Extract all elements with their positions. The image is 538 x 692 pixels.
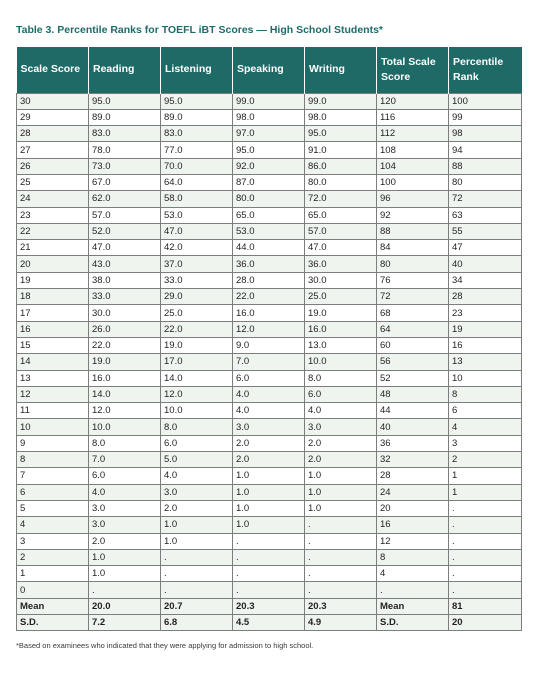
- table-cell: 1.0: [305, 484, 377, 500]
- table-cell: .: [449, 533, 522, 549]
- table-cell: 1.0: [233, 517, 305, 533]
- table-cell: 3.0: [305, 419, 377, 435]
- table-cell: 29.0: [161, 289, 233, 305]
- table-cell: 70.0: [161, 158, 233, 174]
- table-cell: 16: [377, 517, 449, 533]
- summary-cell: 20.3: [233, 598, 305, 614]
- table-cell: 76: [377, 272, 449, 288]
- table-cell: 80: [449, 174, 522, 190]
- table-cell: 16.0: [305, 321, 377, 337]
- table-body: [17, 93, 522, 631]
- table-cell: 7.0: [89, 452, 161, 468]
- column-header: Total Scale Score: [377, 47, 449, 93]
- table-cell: 26.0: [89, 321, 161, 337]
- percentile-rank-table: [16, 47, 522, 631]
- summary-row: [17, 598, 522, 614]
- table-cell: 1.0: [89, 566, 161, 582]
- table-cell: 2: [17, 549, 89, 565]
- table-cell: 78.0: [89, 142, 161, 158]
- table-cell: 108: [377, 142, 449, 158]
- table-cell: 98.0: [233, 109, 305, 125]
- table-cell: 25.0: [305, 289, 377, 305]
- summary-cell: S.D.: [17, 615, 89, 631]
- table-cell: 80: [377, 256, 449, 272]
- summary-cell: 6.8: [161, 615, 233, 631]
- table-cell: 3: [17, 533, 89, 549]
- table-cell: 33.0: [161, 272, 233, 288]
- table-cell: 36: [377, 435, 449, 451]
- table-cell: .: [233, 566, 305, 582]
- table-cell: 36.0: [305, 256, 377, 272]
- table-cell: .: [161, 582, 233, 598]
- table-cell: 83.0: [89, 126, 161, 142]
- table-cell: 40: [449, 256, 522, 272]
- table-cell: .: [89, 582, 161, 598]
- table-cell: 98.0: [305, 109, 377, 125]
- table-cell: 1.0: [305, 500, 377, 516]
- table-cell: 13: [449, 354, 522, 370]
- table-cell: 44: [377, 403, 449, 419]
- table-cell: 6.0: [161, 435, 233, 451]
- table-cell: 12: [17, 386, 89, 402]
- table-cell: .: [233, 582, 305, 598]
- table-cell: 89.0: [89, 109, 161, 125]
- table-cell: 47.0: [305, 240, 377, 256]
- table-cell: 87.0: [233, 174, 305, 190]
- table-cell: 1.0: [161, 533, 233, 549]
- table-footnote: *Based on examinees who indicated that they were applying for admission to high school.: [16, 641, 314, 650]
- table-cell: 33.0: [89, 289, 161, 305]
- table-cell: .: [161, 549, 233, 565]
- table-cell: 30.0: [89, 305, 161, 321]
- table-cell: 16: [17, 321, 89, 337]
- table-cell: .: [449, 582, 522, 598]
- table-row: [17, 174, 522, 190]
- table-cell: 7.0: [233, 354, 305, 370]
- table-cell: 2.0: [161, 500, 233, 516]
- table-header-row: [17, 47, 522, 93]
- table-cell: 23: [17, 207, 89, 223]
- table-cell: 56: [377, 354, 449, 370]
- table-row: [17, 142, 522, 158]
- table-cell: 32: [377, 452, 449, 468]
- table-cell: 64: [377, 321, 449, 337]
- table-cell: 30.0: [305, 272, 377, 288]
- table-cell: 17.0: [161, 354, 233, 370]
- table-cell: 73.0: [89, 158, 161, 174]
- table-cell: 4: [449, 419, 522, 435]
- table-cell: .: [161, 566, 233, 582]
- table-row: [17, 566, 522, 582]
- summary-cell: 20: [449, 615, 522, 631]
- summary-cell: Mean: [377, 598, 449, 614]
- table-cell: 6.0: [89, 468, 161, 484]
- table-cell: 10: [17, 419, 89, 435]
- table-cell: .: [449, 566, 522, 582]
- table-cell: 1.0: [89, 549, 161, 565]
- table-cell: 88: [449, 158, 522, 174]
- table-cell: 24: [17, 191, 89, 207]
- table-cell: 28: [377, 468, 449, 484]
- table-cell: 9: [17, 435, 89, 451]
- table-cell: 38.0: [89, 272, 161, 288]
- table-cell: 18: [17, 289, 89, 305]
- table-cell: 43.0: [89, 256, 161, 272]
- table-cell: 28: [449, 289, 522, 305]
- summary-cell: S.D.: [377, 615, 449, 631]
- table-cell: 67.0: [89, 174, 161, 190]
- table-cell: 57.0: [89, 207, 161, 223]
- table-cell: 95.0: [161, 93, 233, 109]
- table-row: [17, 337, 522, 353]
- table-cell: 80.0: [233, 191, 305, 207]
- summary-cell: 4.5: [233, 615, 305, 631]
- column-header: Writing: [305, 47, 377, 93]
- table-row: [17, 549, 522, 565]
- table-cell: .: [233, 533, 305, 549]
- table-row: [17, 468, 522, 484]
- table-cell: 16: [449, 337, 522, 353]
- table-cell: .: [233, 549, 305, 565]
- table-cell: 92: [377, 207, 449, 223]
- table-cell: 12.0: [161, 386, 233, 402]
- table-cell: 12.0: [89, 403, 161, 419]
- table-row: [17, 403, 522, 419]
- table-cell: 53.0: [233, 223, 305, 239]
- table-row: [17, 435, 522, 451]
- column-header: Scale Score: [17, 47, 89, 93]
- table-cell: 4: [377, 566, 449, 582]
- table-cell: 8.0: [161, 419, 233, 435]
- table-cell: 1: [449, 484, 522, 500]
- table-row: [17, 582, 522, 598]
- table-cell: 48: [377, 386, 449, 402]
- table-cell: 23: [449, 305, 522, 321]
- table-row: [17, 452, 522, 468]
- table-row: [17, 240, 522, 256]
- table-cell: 4.0: [305, 403, 377, 419]
- table-row: [17, 109, 522, 125]
- table-cell: .: [305, 533, 377, 549]
- table-row: [17, 223, 522, 239]
- table-cell: 14.0: [89, 386, 161, 402]
- table-cell: 120: [377, 93, 449, 109]
- table-cell: 95.0: [305, 126, 377, 142]
- table-cell: 112: [377, 126, 449, 142]
- table-cell: 17: [17, 305, 89, 321]
- table-cell: 99: [449, 109, 522, 125]
- table-row: [17, 158, 522, 174]
- table-cell: .: [449, 517, 522, 533]
- table-cell: 13.0: [305, 337, 377, 353]
- column-header: Percentile Rank: [449, 47, 522, 93]
- table-cell: 22.0: [89, 337, 161, 353]
- summary-cell: 20.3: [305, 598, 377, 614]
- table-cell: 94: [449, 142, 522, 158]
- table-cell: 100: [377, 174, 449, 190]
- table-cell: .: [305, 517, 377, 533]
- table-cell: 7: [17, 468, 89, 484]
- table-cell: 62.0: [89, 191, 161, 207]
- table-cell: .: [305, 566, 377, 582]
- table-cell: 4.0: [233, 386, 305, 402]
- summary-cell: 20.7: [161, 598, 233, 614]
- table-row: [17, 419, 522, 435]
- table-row: [17, 517, 522, 533]
- table-cell: 100: [449, 93, 522, 109]
- table-cell: 25: [17, 174, 89, 190]
- table-cell: 6.0: [233, 370, 305, 386]
- table-cell: 2.0: [233, 435, 305, 451]
- table-row: [17, 272, 522, 288]
- summary-cell: Mean: [17, 598, 89, 614]
- table-cell: 10: [449, 370, 522, 386]
- table-cell: 9.0: [233, 337, 305, 353]
- table-cell: 19.0: [161, 337, 233, 353]
- table-cell: 3.0: [89, 517, 161, 533]
- table-row: [17, 370, 522, 386]
- table-cell: 92.0: [233, 158, 305, 174]
- table-cell: 0: [17, 582, 89, 598]
- table-cell: 37.0: [161, 256, 233, 272]
- table-cell: 104: [377, 158, 449, 174]
- table-cell: 52.0: [89, 223, 161, 239]
- table-cell: .: [377, 582, 449, 598]
- table-row: [17, 305, 522, 321]
- table-cell: 8.0: [89, 435, 161, 451]
- table-cell: 63: [449, 207, 522, 223]
- table-cell: 16.0: [233, 305, 305, 321]
- table-cell: 6: [17, 484, 89, 500]
- table-cell: 28.0: [233, 272, 305, 288]
- table-cell: 2.0: [305, 452, 377, 468]
- table-cell: 8: [17, 452, 89, 468]
- summary-cell: 4.9: [305, 615, 377, 631]
- table-row: [17, 191, 522, 207]
- table-cell: 42.0: [161, 240, 233, 256]
- table-cell: 72: [377, 289, 449, 305]
- table-cell: 83.0: [161, 126, 233, 142]
- table-cell: 12: [377, 533, 449, 549]
- table-cell: 1.0: [233, 484, 305, 500]
- table-cell: 19.0: [305, 305, 377, 321]
- summary-row: [17, 615, 522, 631]
- table-cell: 34: [449, 272, 522, 288]
- table-cell: .: [449, 500, 522, 516]
- table-cell: 15: [17, 337, 89, 353]
- column-header: Listening: [161, 47, 233, 93]
- table-cell: 98: [449, 126, 522, 142]
- table-cell: 3.0: [89, 500, 161, 516]
- table-cell: 24: [377, 484, 449, 500]
- table-title: Table 3. Percentile Ranks for TOEFL iBT Scores — High School Students*: [16, 24, 383, 36]
- table-row: [17, 354, 522, 370]
- table-cell: 47.0: [89, 240, 161, 256]
- table-cell: 99.0: [233, 93, 305, 109]
- table-cell: 95.0: [89, 93, 161, 109]
- table-cell: 77.0: [161, 142, 233, 158]
- table-cell: 57.0: [305, 223, 377, 239]
- table-cell: 72.0: [305, 191, 377, 207]
- table-cell: 20: [377, 500, 449, 516]
- table-cell: 8: [377, 549, 449, 565]
- table-cell: 10.0: [161, 403, 233, 419]
- table-row: [17, 484, 522, 500]
- table-cell: 19.0: [89, 354, 161, 370]
- table-cell: .: [305, 582, 377, 598]
- table-cell: 29: [17, 109, 89, 125]
- table-cell: 52: [377, 370, 449, 386]
- table-cell: 3.0: [161, 484, 233, 500]
- table-cell: 53.0: [161, 207, 233, 223]
- table-cell: 55: [449, 223, 522, 239]
- table-cell: 30: [17, 93, 89, 109]
- summary-cell: 81: [449, 598, 522, 614]
- table-row: [17, 321, 522, 337]
- table-cell: 2.0: [233, 452, 305, 468]
- table-row: [17, 500, 522, 516]
- table-cell: 2.0: [305, 435, 377, 451]
- table-cell: 65.0: [305, 207, 377, 223]
- table-cell: 19: [449, 321, 522, 337]
- table-cell: 2: [449, 452, 522, 468]
- table-cell: 8.0: [305, 370, 377, 386]
- table-cell: 16.0: [89, 370, 161, 386]
- table-cell: 1.0: [305, 468, 377, 484]
- table-cell: .: [305, 549, 377, 565]
- table-cell: 22.0: [233, 289, 305, 305]
- table-row: [17, 93, 522, 109]
- table-cell: 4.0: [161, 468, 233, 484]
- table-cell: 19: [17, 272, 89, 288]
- column-header: Reading: [89, 47, 161, 93]
- table-cell: 86.0: [305, 158, 377, 174]
- table-cell: 22.0: [161, 321, 233, 337]
- table-cell: 84: [377, 240, 449, 256]
- table-cell: 96: [377, 191, 449, 207]
- table-cell: 47: [449, 240, 522, 256]
- summary-cell: 7.2: [89, 615, 161, 631]
- table-cell: 25.0: [161, 305, 233, 321]
- column-header: Speaking: [233, 47, 305, 93]
- table-cell: 4.0: [233, 403, 305, 419]
- table-cell: 3: [449, 435, 522, 451]
- summary-cell: 20.0: [89, 598, 161, 614]
- table-cell: 44.0: [233, 240, 305, 256]
- table-cell: 4: [17, 517, 89, 533]
- table-cell: 80.0: [305, 174, 377, 190]
- table-cell: 21: [17, 240, 89, 256]
- table-cell: 26: [17, 158, 89, 174]
- table-cell: 1: [17, 566, 89, 582]
- table-cell: 5: [17, 500, 89, 516]
- table-cell: 40: [377, 419, 449, 435]
- table-cell: 6: [449, 403, 522, 419]
- table-cell: 14: [17, 354, 89, 370]
- table-cell: 47.0: [161, 223, 233, 239]
- table-cell: 88: [377, 223, 449, 239]
- table-cell: 6.0: [305, 386, 377, 402]
- table-cell: 5.0: [161, 452, 233, 468]
- table-cell: 13: [17, 370, 89, 386]
- table-cell: 65.0: [233, 207, 305, 223]
- table-cell: 8: [449, 386, 522, 402]
- table-cell: 1.0: [233, 468, 305, 484]
- table-row: [17, 256, 522, 272]
- table-row: [17, 289, 522, 305]
- table-cell: 72: [449, 191, 522, 207]
- table-cell: 10.0: [305, 354, 377, 370]
- table-cell: 60: [377, 337, 449, 353]
- table-cell: 14.0: [161, 370, 233, 386]
- table-cell: 11: [17, 403, 89, 419]
- table-cell: 97.0: [233, 126, 305, 142]
- table-cell: 27: [17, 142, 89, 158]
- table-cell: 36.0: [233, 256, 305, 272]
- table-cell: 20: [17, 256, 89, 272]
- table-cell: 91.0: [305, 142, 377, 158]
- table-cell: 64.0: [161, 174, 233, 190]
- table-cell: 58.0: [161, 191, 233, 207]
- table-cell: 1.0: [161, 517, 233, 533]
- table-cell: 10.0: [89, 419, 161, 435]
- table-row: [17, 207, 522, 223]
- table-cell: 1: [449, 468, 522, 484]
- table-cell: 99.0: [305, 93, 377, 109]
- table-row: [17, 533, 522, 549]
- table-cell: 95.0: [233, 142, 305, 158]
- table-cell: 4.0: [89, 484, 161, 500]
- table-row: [17, 126, 522, 142]
- table-cell: 22: [17, 223, 89, 239]
- table-cell: 12.0: [233, 321, 305, 337]
- table-row: [17, 386, 522, 402]
- table-cell: 28: [17, 126, 89, 142]
- table-cell: 116: [377, 109, 449, 125]
- table-cell: 89.0: [161, 109, 233, 125]
- table-cell: .: [449, 549, 522, 565]
- table-cell: 1.0: [233, 500, 305, 516]
- table-cell: 2.0: [89, 533, 161, 549]
- table-cell: 3.0: [233, 419, 305, 435]
- table-cell: 68: [377, 305, 449, 321]
